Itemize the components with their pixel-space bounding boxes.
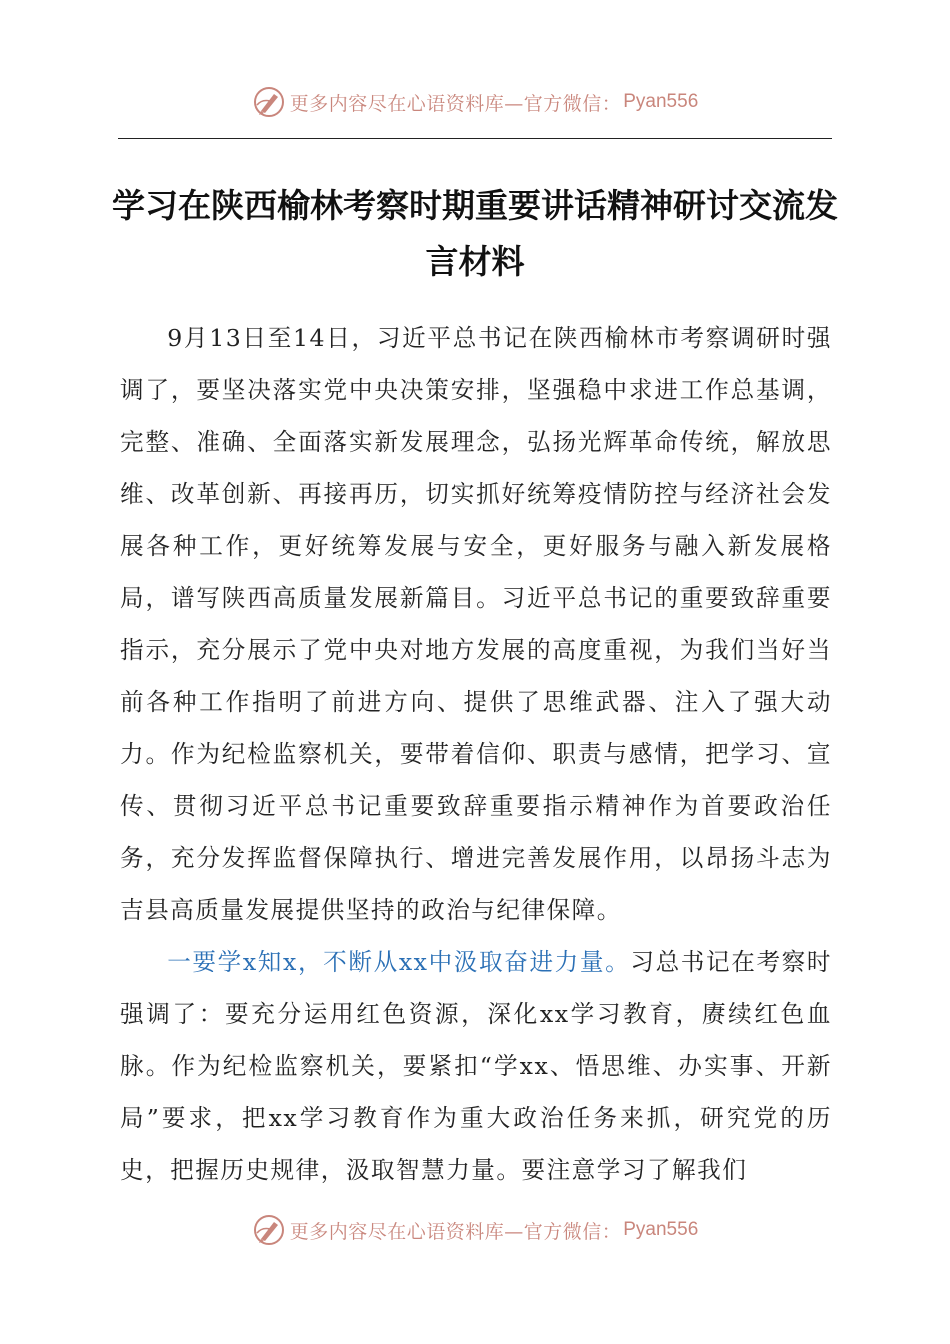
header-banner xyxy=(0,82,950,122)
pen-logo-icon xyxy=(252,1213,286,1247)
paragraph-2-text: 习总书记在考察时强调了：要充分运用红色资源，深化xx学习教育，赓续红色血脉。作为纪检监察机关，要紧扣“学xx、悟思维、办实事、开新局”要求，把xx学习教育作为重大政治任务来抓，研究党的历史，把握历史规律，汲取智慧力量。要注意学习了解我们 xyxy=(120,948,832,1184)
paragraph-2 xyxy=(120,936,832,1196)
footer-banner-text: 更多内容尽在心语资料库—官方微信： xyxy=(289,1220,622,1243)
footer-banner-wechat-id: Pyan556 xyxy=(623,1219,699,1240)
paragraph-1-text: 9月13日至14日，习近平总书记在陕西榆林市考察调研时强调了，要坚决落实党中央决策安排，坚强稳中求进工作总基调，完整、准确、全面落实新发展理念，弘扬光辉革命传统，解放思维、改革创新、再接再历，切实抓好统筹疫情防控与经济社会发展各种工作，更好统筹发展与安全，更好服务与融入新发展格局，谱写陕西高质量发展新篇目。习近平总书记的重要致辞重要指示，充分展示了党中央对地方发展的高度重视，为我们当好当前各种工作指明了前进方向、提供了思维武器、注入了强大动力。作为纪检监察机关，要带着信仰、职责与感情，把学习、宣传、贯彻习近平总书记重要致辞重要指示精神作为首要政治任务，充分发挥监督保障执行、增进完善发展作用，以昂扬斗志为吉县高质量发展提供坚持的政治与纪律保障。 xyxy=(120,324,832,924)
document-body xyxy=(120,312,832,1196)
section-heading-1: 一要学x知x，不断从xx中汲取奋进力量。 xyxy=(167,948,631,976)
banner-wechat-id: Pyan556 xyxy=(623,91,699,112)
document-title: 学习在陕西榆林考察时期重要讲话精神研讨交流发言材料 xyxy=(112,186,838,281)
footer-banner xyxy=(0,1210,950,1250)
header-divider xyxy=(118,138,832,139)
pen-logo-icon xyxy=(252,85,286,119)
paragraph-1 xyxy=(120,312,832,936)
banner-text: 更多内容尽在心语资料库—官方微信： xyxy=(289,92,622,115)
